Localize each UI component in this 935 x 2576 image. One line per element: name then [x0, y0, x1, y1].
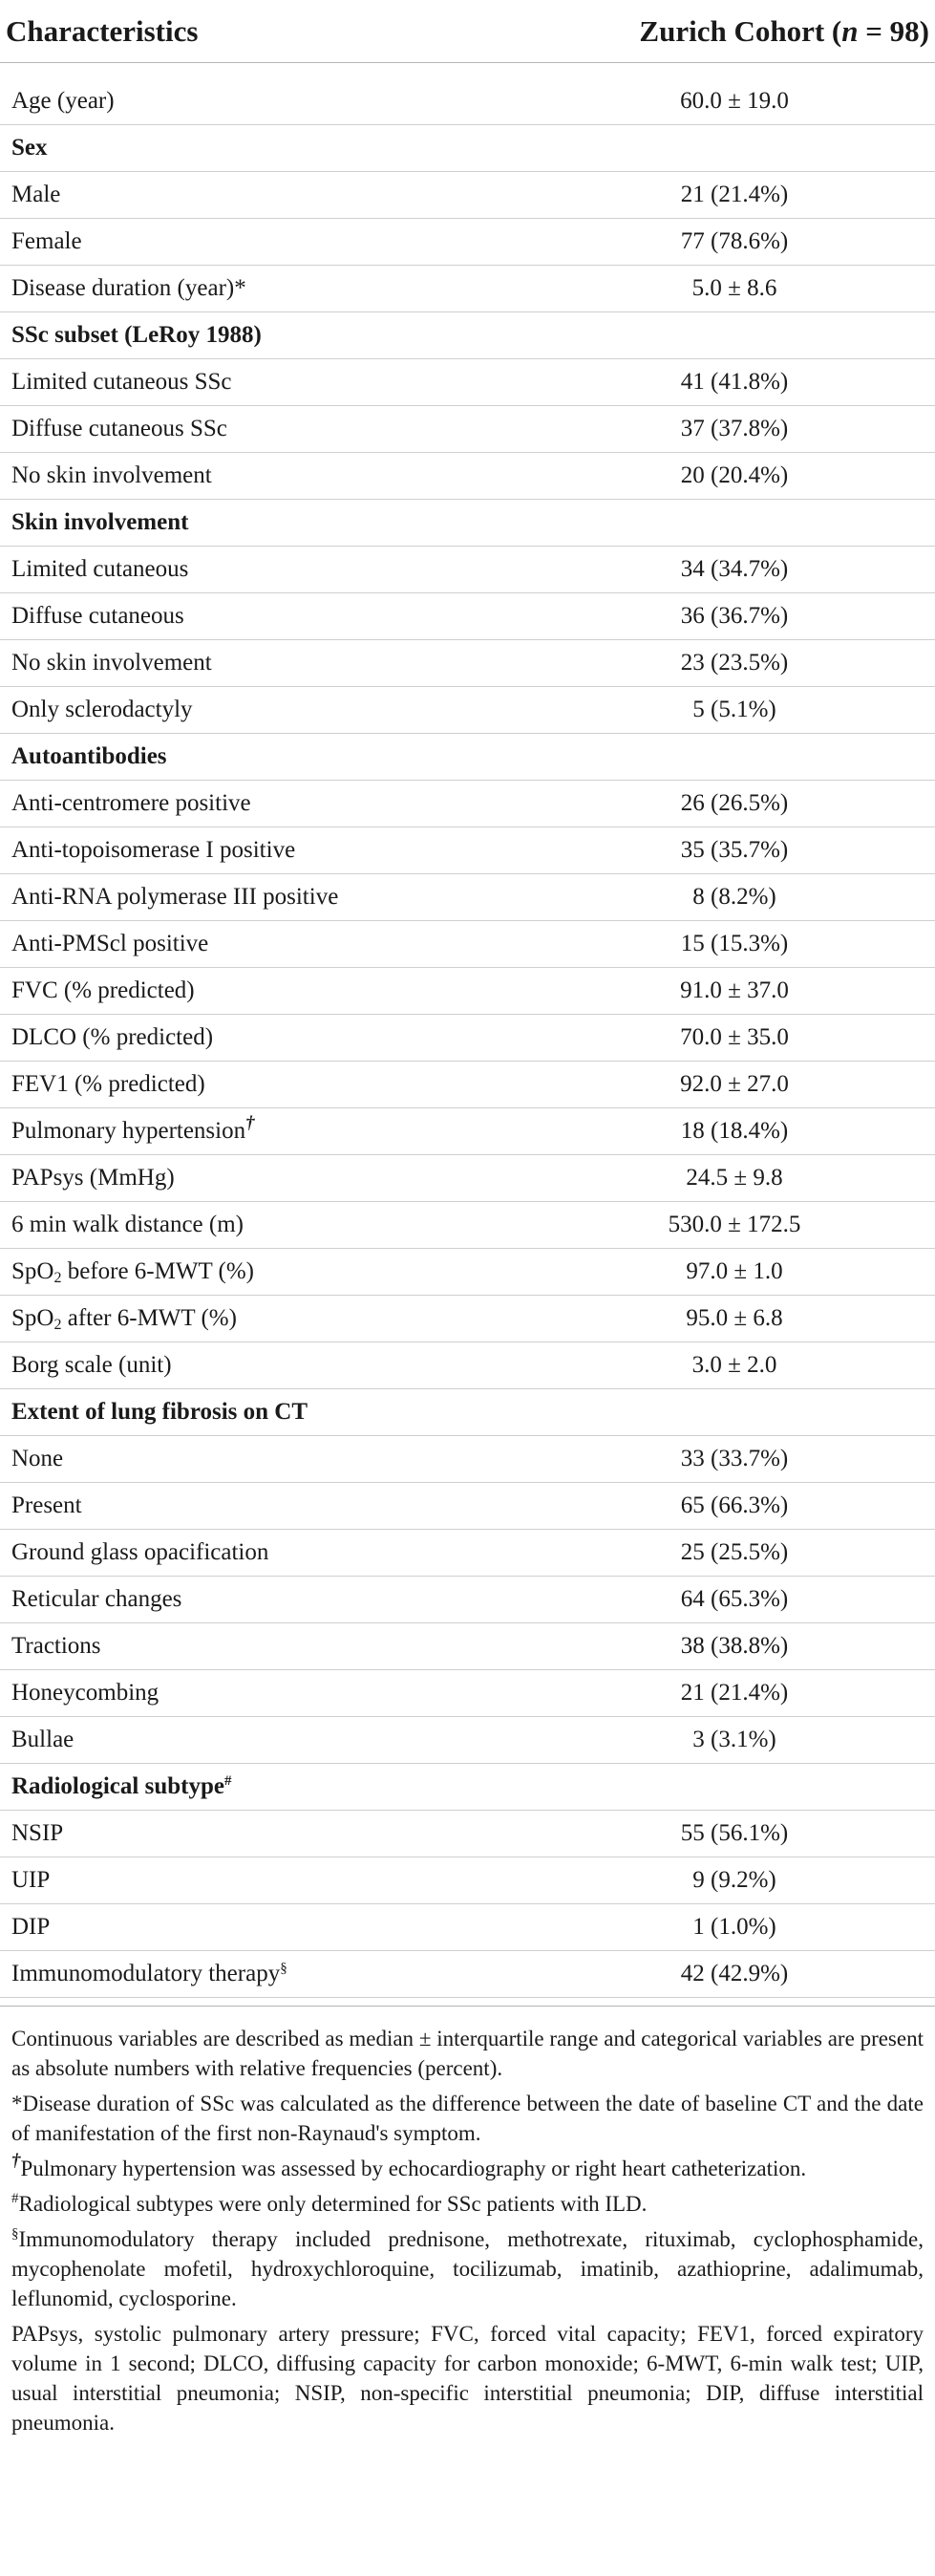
- section-header-row: [0, 1389, 935, 1436]
- row-label: Present: [0, 1483, 427, 1530]
- table-row: [0, 1015, 935, 1062]
- row-value: 33 (33.7%): [427, 1436, 935, 1483]
- header-cohort: Zurich Cohort (n = 98): [639, 13, 929, 48]
- row-label: Anti-PMScl positive: [0, 921, 427, 968]
- row-label: Diffuse cutaneous: [0, 593, 427, 640]
- row-label: 6 min walk distance (m): [0, 1202, 427, 1249]
- table-row: [0, 1155, 935, 1202]
- section-header-row: [0, 125, 935, 172]
- row-value: 530.0 ± 172.5: [427, 1202, 935, 1249]
- row-value: 92.0 ± 27.0: [427, 1062, 935, 1108]
- row-value: 23 (23.5%): [427, 640, 935, 687]
- table-row: [0, 921, 935, 968]
- table-row: [0, 1530, 935, 1577]
- characteristics-table: [0, 78, 935, 1998]
- table-row: [0, 1062, 935, 1108]
- table-row: [0, 1296, 935, 1342]
- row-value: 9 (9.2%): [427, 1857, 935, 1904]
- table-row: [0, 78, 935, 125]
- row-value: 15 (15.3%): [427, 921, 935, 968]
- row-label: UIP: [0, 1857, 427, 1904]
- dagger-mark: †: [245, 1113, 255, 1133]
- row-value: 64 (65.3%): [427, 1577, 935, 1623]
- row-value: [427, 1389, 935, 1436]
- row-label: Reticular changes: [0, 1577, 427, 1623]
- row-label: Male: [0, 172, 427, 219]
- row-value: 1 (1.0%): [427, 1904, 935, 1951]
- row-value: 34 (34.7%): [427, 547, 935, 593]
- row-value: 8 (8.2%): [427, 874, 935, 921]
- row-value: 91.0 ± 37.0: [427, 968, 935, 1015]
- row-label: NSIP: [0, 1811, 427, 1857]
- table-row: [0, 1623, 935, 1670]
- row-label: Diffuse cutaneous SSc: [0, 406, 427, 453]
- row-value: 5 (5.1%): [427, 687, 935, 734]
- row-value: 18 (18.4%): [427, 1108, 935, 1155]
- table-row: [0, 593, 935, 640]
- row-value: [427, 1764, 935, 1811]
- row-value: 24.5 ± 9.8: [427, 1155, 935, 1202]
- row-value: 42 (42.9%): [427, 1951, 935, 1998]
- row-label: Anti-RNA polymerase III positive: [0, 874, 427, 921]
- row-label: Anti-centromere positive: [0, 781, 427, 827]
- row-label: SSc subset (LeRoy 1988): [0, 312, 427, 359]
- row-label: Disease duration (year)*: [0, 266, 427, 312]
- row-label: DLCO (% predicted): [0, 1015, 427, 1062]
- row-label: DIP: [0, 1904, 427, 1951]
- row-label: Female: [0, 219, 427, 266]
- row-label: Autoantibodies: [0, 734, 427, 781]
- table-row: [0, 1904, 935, 1951]
- table-row: [0, 640, 935, 687]
- row-value: [427, 125, 935, 172]
- row-value: 5.0 ± 8.6: [427, 266, 935, 312]
- footnote: #Radiological subtypes were only determined for SSc patients with ILD.: [11, 2191, 648, 2216]
- row-value: 70.0 ± 35.0: [427, 1015, 935, 1062]
- footnote-mark: #: [11, 2191, 19, 2206]
- table-row: [0, 266, 935, 312]
- row-label: Limited cutaneous SSc: [0, 359, 427, 406]
- footnote-mark: †: [11, 2151, 21, 2171]
- table-row: [0, 359, 935, 406]
- row-value: 21 (21.4%): [427, 172, 935, 219]
- row-value: 60.0 ± 19.0: [427, 78, 935, 125]
- row-label: No skin involvement: [0, 640, 427, 687]
- row-label: Radiological subtype#: [0, 1764, 427, 1811]
- footnote: Continuous variables are described as median ± interquartile range and categorical variables are present as absolute numbers with relative frequencies (percent).: [11, 2027, 924, 2080]
- table-row: [0, 1436, 935, 1483]
- row-value: 25 (25.5%): [427, 1530, 935, 1577]
- table-row: [0, 1577, 935, 1623]
- table-row: [0, 1951, 935, 1998]
- table-row: [0, 1857, 935, 1904]
- row-value: 77 (78.6%): [427, 219, 935, 266]
- footnote: *Disease duration of SSc was calculated as the difference between the date of baseline CT and the date of manifestation of the first non-Raynaud's symptom.: [11, 2092, 924, 2145]
- row-label: Pulmonary hypertension†: [0, 1108, 427, 1155]
- footnote-mark: §: [11, 2226, 19, 2242]
- row-value: 37 (37.8%): [427, 406, 935, 453]
- row-label: Ground glass opacification: [0, 1530, 427, 1577]
- row-value: [427, 312, 935, 359]
- row-label: Honeycombing: [0, 1670, 427, 1717]
- row-value: 65 (66.3%): [427, 1483, 935, 1530]
- row-label: SpO$_2$ after 6-MWT (%): [0, 1296, 427, 1342]
- row-value: 35 (35.7%): [427, 827, 935, 874]
- row-value: 3.0 ± 2.0: [427, 1342, 935, 1389]
- row-label: FVC (% predicted): [0, 968, 427, 1015]
- row-label: Extent of lung fibrosis on CT: [0, 1389, 427, 1436]
- table-row: [0, 1717, 935, 1764]
- table-row: [0, 827, 935, 874]
- row-value: 20 (20.4%): [427, 453, 935, 500]
- row-label: Bullae: [0, 1717, 427, 1764]
- footnote: PAPsys, systolic pulmonary artery pressure; FVC, forced vital capacity; FEV1, forced expiratory volume in 1 second; DLCO, diffusing capacity for carbon monoxide; 6-MWT, 6-min walk test; UIP, usual interstitial pneumonia; NSIP, non-specific interstitial pneumonia; DIP, diffuse interstitial pneumonia.: [11, 2322, 924, 2435]
- table-row: [0, 781, 935, 827]
- row-value: [427, 500, 935, 547]
- table-row: [0, 1202, 935, 1249]
- row-label: No skin involvement: [0, 453, 427, 500]
- table-row: [0, 968, 935, 1015]
- row-value: 3 (3.1%): [427, 1717, 935, 1764]
- table-row: [0, 1811, 935, 1857]
- row-label: Tractions: [0, 1623, 427, 1670]
- section-header-row: [0, 500, 935, 547]
- row-label: Anti-topoisomerase I positive: [0, 827, 427, 874]
- row-value: 21 (21.4%): [427, 1670, 935, 1717]
- row-label: Borg scale (unit): [0, 1342, 427, 1389]
- table-row: [0, 1108, 935, 1155]
- row-label: Only sclerodactyly: [0, 687, 427, 734]
- row-value: 97.0 ± 1.0: [427, 1249, 935, 1296]
- table-row: [0, 547, 935, 593]
- row-value: 26 (26.5%): [427, 781, 935, 827]
- row-label: Skin involvement: [0, 500, 427, 547]
- table-row: [0, 1249, 935, 1296]
- row-label: None: [0, 1436, 427, 1483]
- table-footnotes: [0, 2006, 935, 2437]
- table-row: [0, 1670, 935, 1717]
- section-header-row: [0, 1764, 935, 1811]
- row-label: Sex: [0, 125, 427, 172]
- table-row: [0, 874, 935, 921]
- table-row: [0, 172, 935, 219]
- table-row: [0, 219, 935, 266]
- row-label: Immunomodulatory therapy§: [0, 1951, 427, 1998]
- row-value: [427, 734, 935, 781]
- header-characteristics: Characteristics: [6, 13, 199, 48]
- table-row: [0, 1342, 935, 1389]
- table-row: [0, 406, 935, 453]
- table-header: [0, 0, 935, 63]
- row-label: SpO$_2$ before 6-MWT (%): [0, 1249, 427, 1296]
- row-label: Age (year): [0, 78, 427, 125]
- table-row: [0, 687, 935, 734]
- table-row: [0, 453, 935, 500]
- row-value: 55 (56.1%): [427, 1811, 935, 1857]
- table-row: [0, 1483, 935, 1530]
- section-header-row: [0, 734, 935, 781]
- row-value: 38 (38.8%): [427, 1623, 935, 1670]
- footnote: §Immunomodulatory therapy included prednisone, methotrexate, rituximab, cyclophosphamide, mycophenolate mofetil, hydroxychloroquine, tocilizumab, imatinib, azathioprine, adalimumab, leflunomid, cyclosporine.: [11, 2226, 924, 2310]
- row-value: 41 (41.8%): [427, 359, 935, 406]
- row-value: 36 (36.7%): [427, 593, 935, 640]
- row-label: PAPsys (MmHg): [0, 1155, 427, 1202]
- section-header-row: [0, 312, 935, 359]
- row-value: 95.0 ± 6.8: [427, 1296, 935, 1342]
- row-label: FEV1 (% predicted): [0, 1062, 427, 1108]
- footnote: †Pulmonary hypertension was assessed by echocardiography or right heart catheterization.: [11, 2151, 807, 2180]
- row-label: Limited cutaneous: [0, 547, 427, 593]
